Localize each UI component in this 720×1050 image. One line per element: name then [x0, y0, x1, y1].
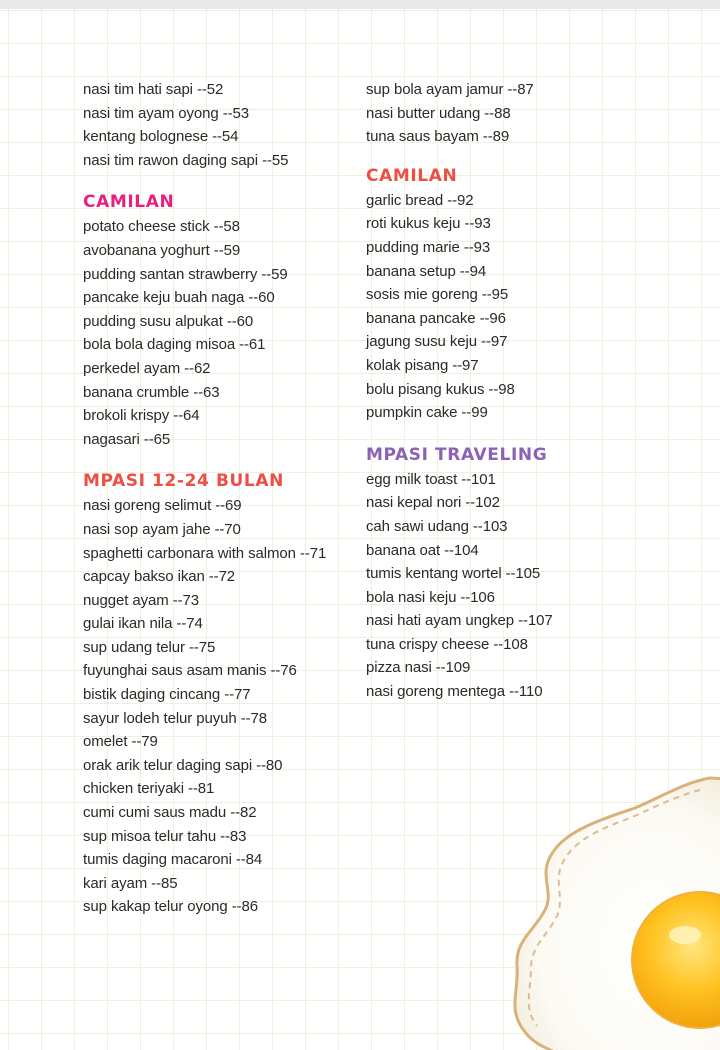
list-item: nasi kepal nori --102 — [366, 494, 500, 512]
list-item: gulai ikan nila --74 — [83, 615, 203, 633]
mpasi-12-24-list — [83, 494, 353, 919]
list-item: nasi tim hati sapi --52 — [83, 81, 224, 98]
list-item: avobanana yoghurt --59 — [83, 241, 241, 259]
section-heading-camilan: CAMILAN — [83, 192, 175, 213]
list-item: tuna saus bayam --89 — [366, 128, 510, 146]
list-item: sosis mie goreng --95 — [366, 286, 509, 304]
list-item: garlic bread --92 — [366, 191, 474, 209]
list-item: sup bola ayam jamur --87 — [366, 81, 534, 98]
list-item: sup udang telur --75 — [83, 638, 216, 656]
list-item: nasi butter udang --88 — [366, 104, 511, 122]
list-item: pudding santan strawberry --59 — [83, 265, 288, 283]
right-column — [366, 78, 636, 704]
list-item: bola nasi keju --106 — [366, 588, 495, 606]
right-intro-list — [366, 78, 636, 149]
list-item: nasi sop ayam jahe --70 — [83, 520, 241, 538]
list-item: kari ayam --85 — [83, 874, 178, 892]
top-edge-bar — [0, 0, 720, 9]
section-heading-mpasi-12-24-bulan: MPASI 12-24 BULAN — [83, 471, 284, 492]
list-item: bistik daging cincang --77 — [83, 686, 251, 704]
list-item: orak arik telur daging sapi --80 — [83, 756, 283, 774]
list-item: pizza nasi --109 — [366, 659, 471, 677]
list-item: nasi goreng mentega --110 — [366, 683, 543, 701]
fried-egg-illustration — [495, 770, 720, 1050]
list-item: perkedel ayam --62 — [83, 359, 211, 377]
list-item: bola bola daging misoa --61 — [83, 336, 266, 354]
list-item: pudding susu alpukat --60 — [83, 312, 254, 330]
mpasi-traveling-list — [366, 468, 636, 704]
list-item: tumis kentang wortel --105 — [366, 565, 541, 583]
list-item: brokoli krispy --64 — [83, 407, 200, 425]
section-heading-camilan: CAMILAN — [366, 165, 458, 186]
list-item: egg milk toast --101 — [366, 470, 496, 488]
list-item: nasi goreng selimut --69 — [83, 497, 242, 515]
list-item: nagasari --65 — [83, 430, 171, 448]
list-item: pancake keju buah naga --60 — [83, 289, 275, 307]
list-item: spaghetti carbonara with salmon --71 — [83, 544, 327, 562]
list-item: tumis daging macaroni --84 — [83, 851, 263, 869]
camilan-list — [366, 189, 636, 425]
list-item: banana crumble --63 — [83, 383, 220, 401]
list-item: potato cheese stick --58 — [83, 218, 240, 236]
list-item: sup misoa telur tahu --83 — [83, 827, 247, 845]
list-item: bolu pisang kukus --98 — [366, 380, 515, 398]
list-item: banana pancake --96 — [366, 309, 506, 327]
list-item: kentang bolognese --54 — [83, 128, 239, 146]
section-heading-mpasi-traveling: MPASI TRAVELING — [366, 444, 548, 465]
list-item: roti kukus keju --93 — [366, 215, 491, 233]
list-item: cah sawi udang --103 — [366, 517, 508, 535]
list-item: jagung susu keju --97 — [366, 333, 508, 351]
list-item: sayur lodeh telur puyuh --78 — [83, 709, 267, 727]
left-column — [83, 78, 353, 919]
list-item: capcay bakso ikan --72 — [83, 568, 236, 586]
left-intro-list — [83, 78, 353, 172]
list-item: nasi hati ayam ungkep --107 — [366, 612, 553, 630]
list-item: tuna crispy cheese --108 — [366, 635, 528, 653]
list-item: nasi tim rawon daging sapi --55 — [83, 151, 289, 169]
list-item: fuyunghai saus asam manis --76 — [83, 662, 297, 680]
list-item: omelet --79 — [83, 733, 158, 751]
list-item: banana setup --94 — [366, 262, 487, 280]
list-item: cumi cumi saus madu --82 — [83, 804, 257, 822]
list-item: pumpkin cake --99 — [366, 404, 488, 422]
list-item: kolak pisang --97 — [366, 356, 479, 374]
list-item: nasi tim ayam oyong --53 — [83, 104, 250, 122]
list-item: sup kakap telur oyong --86 — [83, 898, 259, 916]
list-item: pudding marie --93 — [366, 238, 491, 256]
camilan-list — [83, 215, 353, 451]
list-item: banana oat --104 — [366, 541, 479, 559]
list-item: nugget ayam --73 — [83, 591, 199, 609]
list-item: chicken teriyaki --81 — [83, 780, 215, 798]
